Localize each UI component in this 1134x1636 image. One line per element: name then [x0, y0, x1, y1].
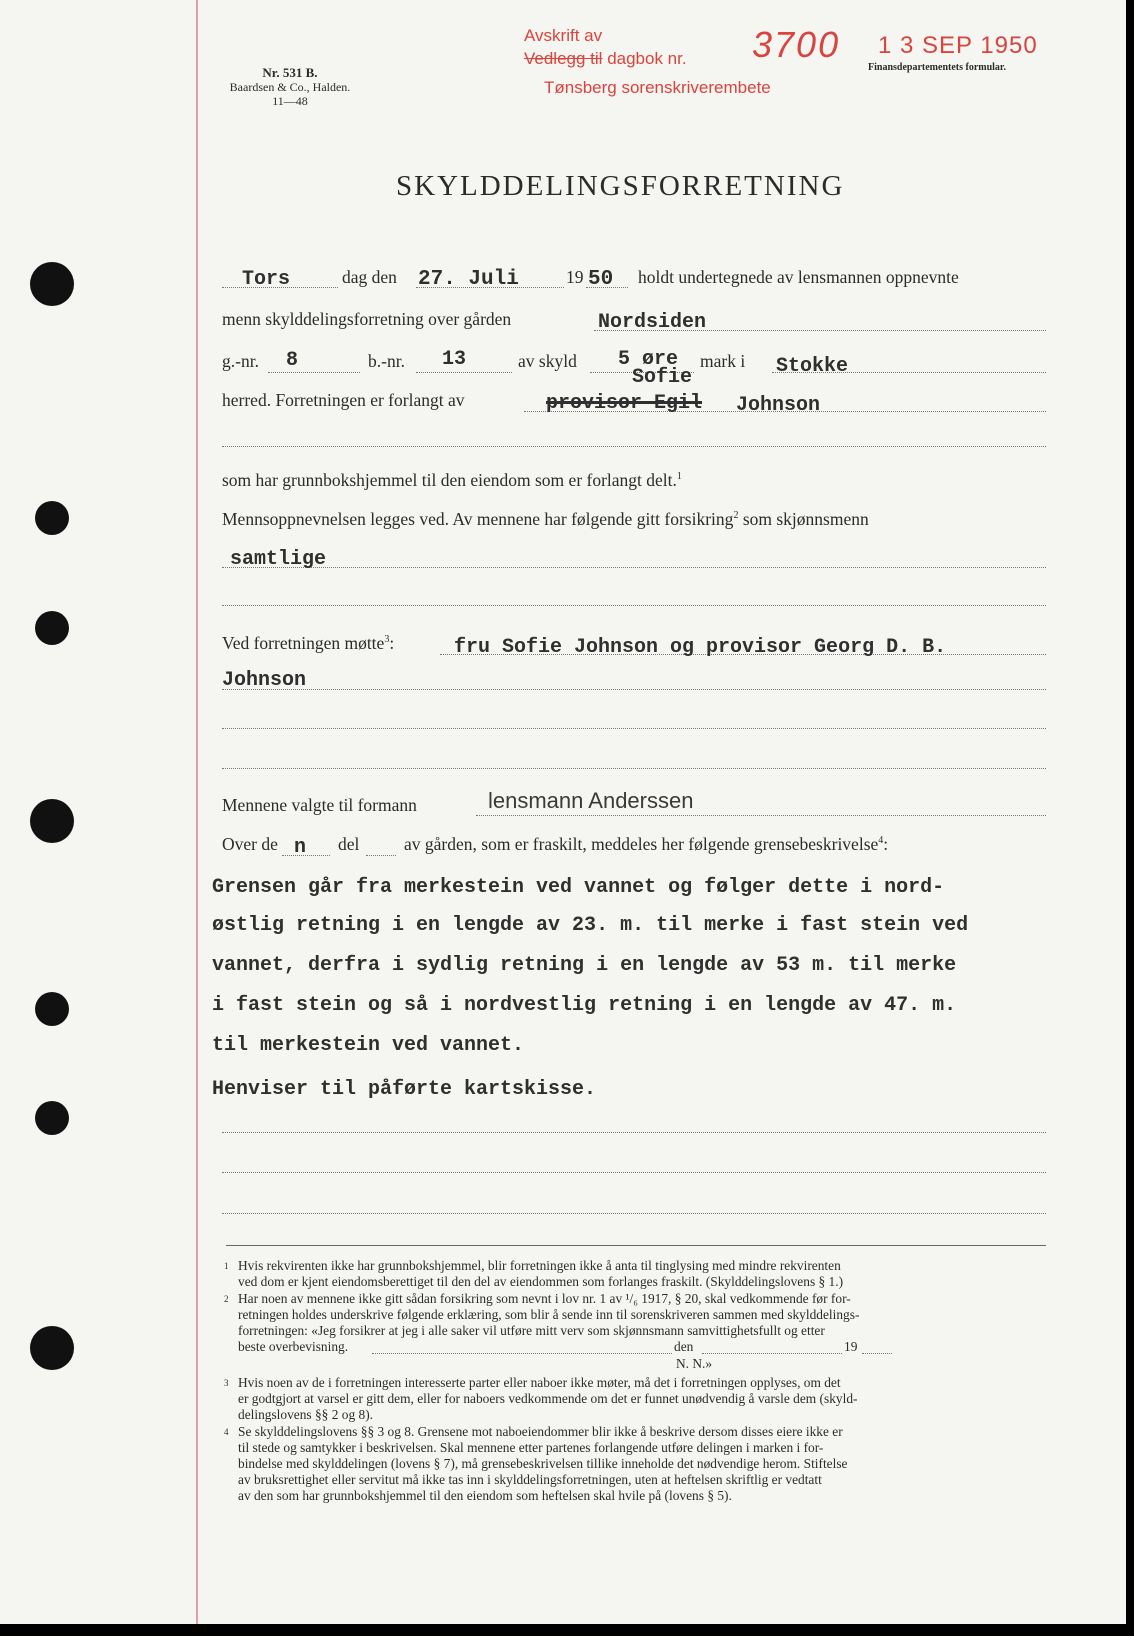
footnote-ref-1: 1 [676, 471, 682, 483]
footnote-2-line: forretningen: «Jeg forsikrer at jeg i alle saker vil utføre mitt verv som skjønnsmann samvittighetsfullt og etter [238, 1323, 825, 1338]
footnote-3-line: er godtgjort at varsel er gitt dem, eller for naboers vedkommende om det er funnet unødvendig å varsle dem (skyld- [238, 1391, 858, 1406]
label-motte [222, 633, 394, 654]
footnote-3-line: delingslovens §§ 2 og 8). [238, 1407, 374, 1422]
stamp-line-2 [524, 49, 687, 69]
skyld-value: 5 øre [618, 348, 679, 371]
footnote-ref-2: 2 [733, 510, 739, 522]
footnote-1-line: Hvis rekvirenten ikke har grunnbokshjemmel, blir forretningen ikke å anta til tinglysing med mindre rekvirenten [238, 1258, 841, 1273]
margin-rule [196, 0, 198, 1624]
print-date: 11—48 [272, 94, 308, 108]
footnote-1-number: 1 [224, 1261, 229, 1271]
footnote-4-line: av den som har grunnbokshjemmel til den eiendom som heftelsen skal hvile på (lovens § 5). [238, 1488, 732, 1503]
footnote-4-line: bindelse med skylddelingen (lovens § 7), må grensebeskrivelsen tillike inneholde det nødvendige herom. Stiftelse [238, 1456, 848, 1471]
boundary-line: til merkestein ved vannet. [212, 1034, 525, 1057]
dotted-line [862, 1353, 892, 1354]
farm-value: Nordsiden [598, 311, 707, 334]
binder-hole [30, 262, 74, 306]
page-title: SKYLDDELINGSFORRETNING [396, 170, 845, 202]
label-gnr: g.-nr. [222, 351, 259, 371]
footnote-2-signature: N. N.» [676, 1356, 713, 1371]
label-herred: herred. Forretningen er forlangt av [222, 390, 465, 410]
dotted-line [222, 446, 1046, 447]
binder-hole [35, 611, 69, 645]
label-menn: menn skylddelingsforretning over gården [222, 309, 512, 329]
form-number: Nr. 531 B. [262, 65, 318, 80]
footnote-4-line: til stede og samtykker i beskrivelsen. Skal mennene etter partenes forlangende utføre delingen i marken i for- [238, 1440, 824, 1455]
requester-value: Johnson [736, 394, 821, 417]
binder-hole [35, 1101, 69, 1135]
dotted-line [366, 855, 396, 856]
dotted-line [416, 372, 512, 373]
dotted-line [222, 689, 1046, 690]
chairman-value: lensmann Anderssen [488, 788, 694, 813]
binder-hole [30, 1326, 74, 1370]
label-skjonnsmenn: som skjønnsmenn [742, 509, 869, 529]
bnr-value: 13 [442, 348, 467, 371]
boundary-line: vannet, derfra i sydlig retning i en lengde av 53 m. til merke [212, 954, 957, 977]
dotted-line [702, 1353, 842, 1354]
over-fill-value: n [294, 836, 307, 859]
label-mark: mark i [700, 351, 746, 371]
footnote-3-line: Hvis noen av de i forretningen interesserte parter eller naboer ikke møter, må det i forretningen opplyses, om det [238, 1375, 841, 1390]
footnote-4-line: av bruksrettighet eller servitut må ikke tas inn i skylddelingsforretningen, uten at heftelsen skriftlig er vedtatt [238, 1472, 822, 1487]
dotted-line [222, 1213, 1046, 1214]
dotted-line [268, 372, 360, 373]
dotted-line [222, 728, 1046, 729]
label-formann: Mennene valgte til formann [222, 795, 417, 815]
footnote-2-line: beste overbevisning. [238, 1339, 349, 1354]
stamp-journal-number: 3700 [752, 24, 841, 65]
dotted-line [222, 567, 1046, 568]
dotted-line [476, 815, 1046, 816]
requester-first-name: Sofie [632, 366, 693, 389]
label-grunnbok [222, 470, 682, 491]
binder-hole [35, 501, 69, 535]
label-bnr: b.-nr. [368, 351, 405, 371]
label-grensebeskrivelse-colon: : [883, 834, 889, 854]
stamp-dagbok-label: dagbok nr. [607, 49, 687, 68]
footnote-2-line: retningen holdes underskrive følgende erklæring, som blir å sende inn til sorenskriveren sammen med skylddelings- [238, 1307, 860, 1322]
gnr-value: 8 [286, 349, 299, 372]
boundary-line: Grensen går fra merkestein ved vannet og følger dette i nord- [212, 876, 945, 899]
form-id [215, 66, 365, 108]
stamp-date: 1 3 SEP 1950 [878, 32, 1038, 59]
boundary-line: østlig retning i en lengde av 23. m. til merke i fast stein ved [212, 914, 969, 937]
footnote-4-number: 4 [224, 1427, 229, 1437]
boundary-line: Henviser til påførte kartskisse. [212, 1078, 597, 1101]
binder-hole [30, 799, 74, 843]
dotted-line [222, 1132, 1046, 1133]
attendees-line-1: fru Sofie Johnson og provisor Georg D. B. [454, 636, 947, 659]
binder-hole [35, 992, 69, 1026]
printer-name: Baardsen & Co., Halden. [229, 80, 351, 94]
label-holdt: holdt undertegnede av lensmannen oppnevnte [638, 267, 959, 287]
footnote-2-number: 2 [224, 1294, 229, 1304]
footnote-1-line: ved dom er kjent eiendomsberettiget til den del av eiendommen som forlanges fraskilt. (Skylddelingslovens § 1.) [238, 1274, 844, 1289]
footnote-separator [226, 1245, 1046, 1246]
ministry-form-label: Finansdepartementets formular. [868, 62, 1006, 73]
boundary-line: i fast stein og så i nordvestlig retning i en lengde av 47. m. [212, 994, 957, 1017]
dotted-line [222, 605, 1046, 606]
footnote-ref-3: 3 [384, 634, 390, 646]
footnote-2-year: 19 [844, 1339, 858, 1354]
label-grunnbok-text: som har grunnbokshjemmel til den eiendom som er forlangt delt. [222, 470, 677, 490]
sworn-value: samtlige [230, 548, 327, 571]
label-skyld: av skyld [518, 351, 577, 371]
footnote-3-number: 3 [224, 1378, 229, 1388]
label-over-de: Over de [222, 834, 278, 854]
dotted-line [222, 768, 1046, 769]
footnote-ref-4: 4 [878, 835, 884, 847]
dotted-line [372, 1353, 672, 1354]
place-value: Stokke [776, 355, 849, 378]
year-prefix: 19 [566, 267, 584, 287]
attendees-line-2: Johnson [222, 669, 307, 692]
struck-requester: provisor Egil [546, 392, 703, 415]
footnote-2-den: den [674, 1339, 694, 1354]
label-grensebeskrivelse [404, 834, 888, 855]
label-mennsoppnevnelsen [222, 509, 869, 530]
footnote-4-line: Se skylddelingslovens §§ 3 og 8. Grensene mot naboeiendommer blir ikke å beskrive dersom disses eiere ikke er [238, 1424, 843, 1439]
label-mennsoppnevnelsen-text: Mennsoppnevnelsen legges ved. Av mennene har følgende gitt forsikring [222, 509, 734, 529]
label-motte-colon: : [389, 633, 395, 653]
stamp-office: Tønsberg sorenskriverembete [544, 78, 771, 97]
footnote-2-line: Har noen av mennene ikke gitt sådan forsikring som nevnt i lov nr. 1 av ¹/₆ 1917, § 20, skal vedkommende før for- [238, 1291, 851, 1306]
label-dag-den: dag den [342, 267, 397, 287]
stamp-struck-text: Vedlegg til [524, 49, 603, 68]
stamp-line-1: Avskrift av [524, 26, 603, 45]
year-value: 50 [588, 268, 614, 291]
label-del: del [338, 834, 360, 854]
label-motte-text: Ved forretningen møtte [222, 633, 385, 653]
date-value: 27. Juli [418, 268, 519, 291]
dotted-line [222, 1172, 1046, 1173]
weekday-value: Tors [242, 268, 291, 291]
label-grensebeskrivelse-text: av gården, som er fraskilt, meddeles her følgende grensebeskrivelse [404, 834, 879, 854]
